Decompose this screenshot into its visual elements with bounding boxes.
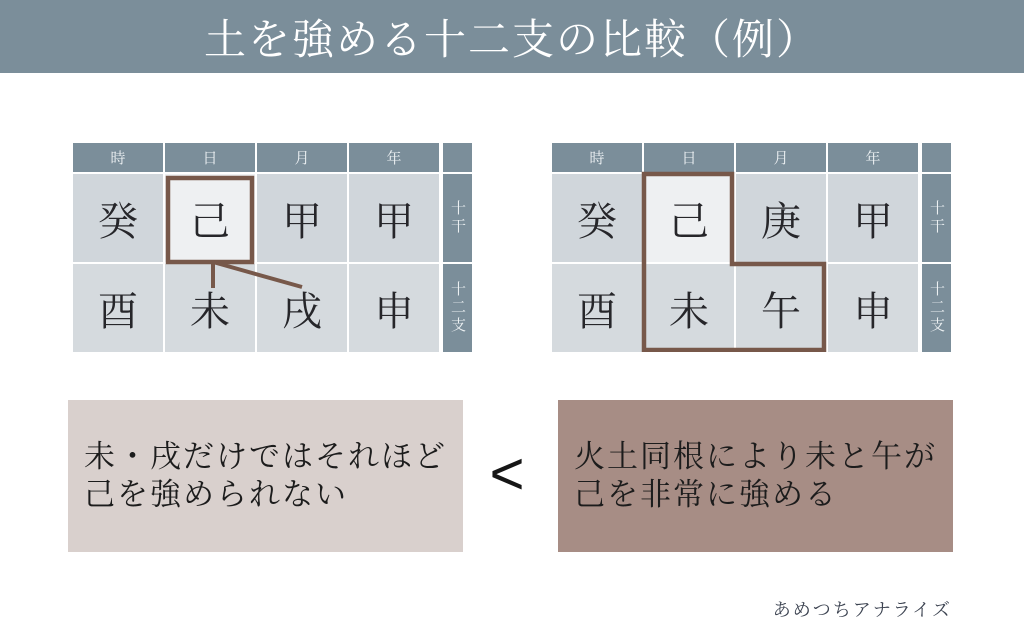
stem-cell-hour: 癸 bbox=[552, 174, 642, 262]
stem-cell-year: 甲 bbox=[828, 174, 918, 262]
note-box-left bbox=[68, 400, 463, 552]
comparison-operator: < bbox=[489, 439, 525, 507]
header-cell-hour: 時 bbox=[552, 143, 642, 172]
note-box-right bbox=[558, 400, 953, 552]
header-cell-month: 月 bbox=[736, 143, 826, 172]
branch-cell-year: 申 bbox=[349, 264, 439, 352]
watermark: あめつちアナライズ bbox=[772, 600, 952, 621]
stem-cell-day: 己 bbox=[644, 174, 734, 262]
pillar-table-right bbox=[552, 143, 951, 352]
stem-cell-hour: 癸 bbox=[73, 174, 163, 262]
header-cell-year: 年 bbox=[828, 143, 918, 172]
stem-cell-month: 甲 bbox=[257, 174, 347, 262]
header-cell-hour: 時 bbox=[73, 143, 163, 172]
branch-cell-month: 午 bbox=[736, 264, 826, 352]
pillar-grid-right bbox=[552, 143, 918, 352]
header-cell-month: 月 bbox=[257, 143, 347, 172]
side-labels-right bbox=[922, 143, 951, 352]
title-banner bbox=[0, 0, 1024, 73]
branch-cell-hour: 酉 bbox=[552, 264, 642, 352]
side-header-stub bbox=[443, 143, 472, 172]
side-header-stub bbox=[922, 143, 951, 172]
note-text-left: 未・戌だけではそれほど己を強められない bbox=[84, 439, 447, 512]
branch-cell-year: 申 bbox=[828, 264, 918, 352]
branch-cell-hour: 酉 bbox=[73, 264, 163, 352]
stem-row-label: 十干 bbox=[922, 174, 951, 262]
header-cell-day: 日 bbox=[165, 143, 255, 172]
branch-row-label: 十二支 bbox=[922, 264, 951, 352]
stem-cell-month: 庚 bbox=[736, 174, 826, 262]
branch-cell-month: 戌 bbox=[257, 264, 347, 352]
branch-cell-day: 未 bbox=[165, 264, 255, 352]
pillar-grid-left bbox=[73, 143, 439, 352]
page-title: 土を強める十二支の比較（例） bbox=[203, 15, 820, 63]
branch-row-label: 十二支 bbox=[443, 264, 472, 352]
branch-cell-day: 未 bbox=[644, 264, 734, 352]
header-cell-day: 日 bbox=[644, 143, 734, 172]
side-labels-left bbox=[443, 143, 472, 352]
stem-row-label: 十干 bbox=[443, 174, 472, 262]
stem-cell-day: 己 bbox=[165, 174, 255, 262]
note-text-right: 火土同根により未と午が己を非常に強める bbox=[574, 439, 937, 512]
header-cell-year: 年 bbox=[349, 143, 439, 172]
stem-cell-year: 甲 bbox=[349, 174, 439, 262]
pillar-table-left bbox=[73, 143, 472, 352]
